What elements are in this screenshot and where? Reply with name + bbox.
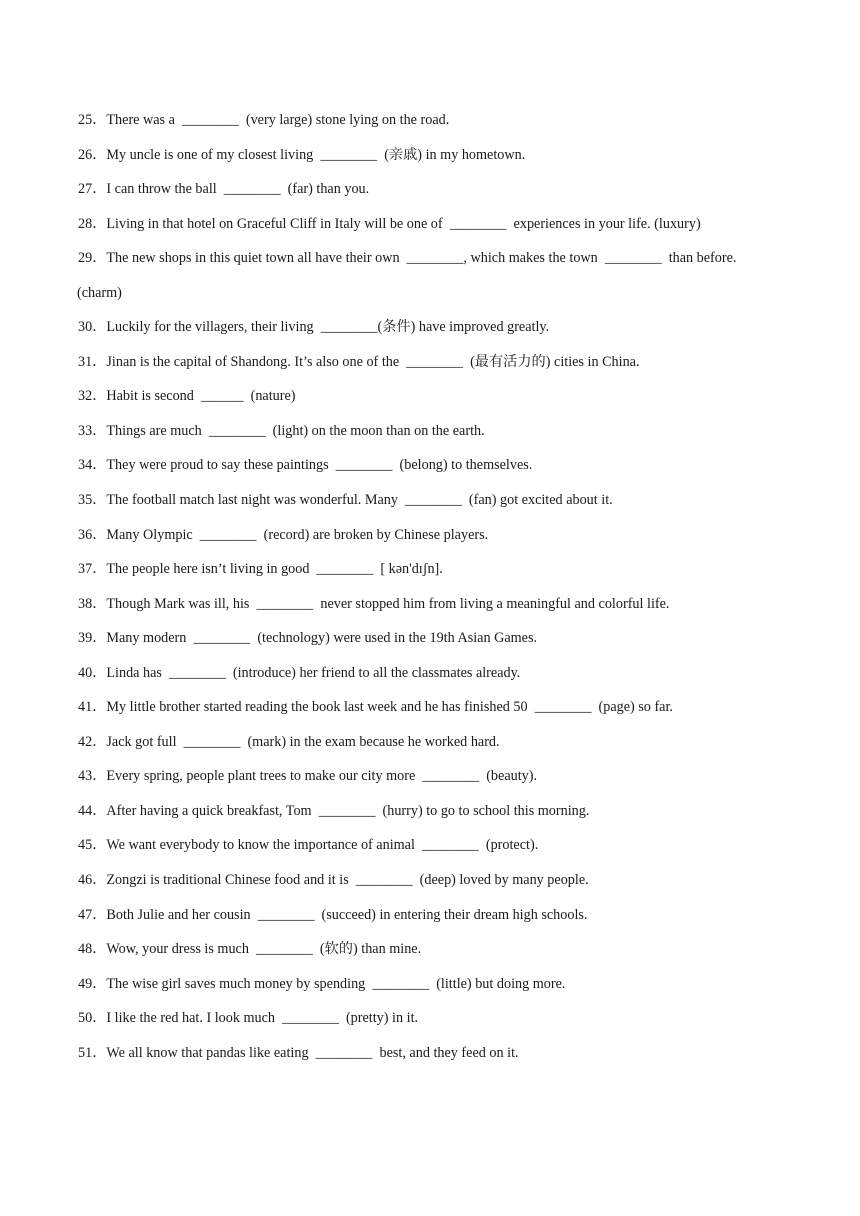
question-number: 31． (78, 353, 107, 370)
question-number: 25． (78, 112, 107, 128)
question-item (78, 627, 794, 662)
question-item (78, 765, 794, 800)
question-number: 38． (78, 595, 107, 612)
question-number: 46． (78, 872, 107, 889)
question-list (78, 109, 794, 1076)
question-number: 39． (78, 630, 107, 647)
question-text: Many modern ________ (technology) were used in the 19th Asian Games. (106, 630, 538, 647)
question-text: The new shops in this quiet town all have their own ________, which makes the town ________ than before. (106, 250, 737, 267)
question-item (78, 938, 794, 973)
question-number: 51． (78, 1044, 107, 1061)
question-item (78, 593, 794, 628)
question-item (78, 178, 794, 213)
question-text: Both Julie and her cousin ________ (succeed) in entering their dream high schools. (106, 906, 588, 923)
question-number: 26． (78, 146, 107, 163)
question-item (78, 1007, 794, 1042)
question-item (78, 731, 794, 766)
question-item (78, 351, 794, 386)
question-text: Living in that hotel on Graceful Cliff in Italy will be one of ________ experiences in your life. (luxury) (106, 215, 701, 232)
question-text: Jinan is the capital of Shandong. It’s also one of the ________ (最有活力的) cities in China. (106, 353, 640, 370)
question-text: The wise girl saves much money by spending ________ (little) but doing more. (106, 975, 566, 992)
question-number: 43． (78, 768, 107, 785)
question-item (78, 109, 794, 144)
question-number: 34． (78, 457, 107, 474)
question-item (78, 247, 794, 282)
question-text: Though Mark was ill, his ________ never stopped him from living a meaningful and colorful life. (106, 595, 670, 612)
question-item (78, 489, 794, 524)
question-number: 47． (78, 906, 107, 923)
question-item (78, 385, 794, 420)
question-continuation (77, 282, 794, 317)
question-number: 37． (78, 561, 107, 578)
question-number: 45． (78, 837, 107, 854)
question-item (78, 904, 794, 939)
question-number: 30． (78, 319, 107, 336)
question-text: Luckily for the villagers, their living ________(条件) have improved greatly. (106, 319, 550, 336)
question-number: 48． (78, 941, 107, 958)
question-item (78, 1042, 794, 1077)
question-text: They were proud to say these paintings ________ (belong) to themselves. (106, 457, 533, 474)
question-item (78, 800, 794, 835)
question-text: We want everybody to know the importance of animal ________ (protect). (106, 837, 539, 854)
question-text: I can throw the ball ________ (far) than you. (106, 181, 370, 198)
question-text: I like the red hat. I look much ________ (pretty) in it. (106, 1010, 419, 1027)
question-number: 33． (78, 422, 107, 439)
question-number: 42． (78, 733, 107, 750)
question-text: Every spring, people plant trees to make our city more ________ (beauty). (106, 768, 538, 785)
question-number: 36． (78, 526, 107, 543)
question-text: There was a ________ (very large) stone lying on the road. (106, 112, 450, 128)
question-text: My uncle is one of my closest living ________ (亲戚) in my hometown. (106, 146, 526, 163)
question-number: 50． (78, 1010, 107, 1027)
question-text: Zongzi is traditional Chinese food and it is ________ (deep) loved by many people. (106, 872, 589, 889)
question-text: The football match last night was wonderful. Many ________ (fan) got excited about it. (106, 492, 613, 509)
question-number: 44． (78, 802, 107, 819)
question-item (78, 834, 794, 869)
question-item (78, 454, 794, 489)
question-text: Many Olympic ________ (record) are broken by Chinese players. (106, 526, 489, 543)
question-text: After having a quick breakfast, Tom ________ (hurry) to go to school this morning. (106, 802, 590, 819)
question-item (78, 696, 794, 731)
question-text: We all know that pandas like eating ________ best, and they feed on it. (106, 1044, 519, 1061)
question-text: My little brother started reading the book last week and he has finished 50 ________ (page) so far. (106, 699, 673, 716)
question-text: The people here isn’t living in good ________ [ kən'dɪʃn]. (106, 561, 443, 578)
question-item (78, 869, 794, 904)
question-number: 32． (78, 388, 107, 405)
question-number: 28． (78, 215, 107, 232)
question-number: 41． (78, 699, 107, 716)
question-number: 35． (78, 492, 107, 509)
question-text: Habit is second ______ (nature) (106, 388, 296, 405)
question-number: 40． (78, 664, 107, 681)
question-number: 49． (78, 975, 107, 992)
question-item (78, 973, 794, 1008)
question-number: 29． (78, 250, 107, 267)
question-item (78, 524, 794, 559)
question-item (78, 420, 794, 455)
question-item (78, 662, 794, 697)
question-text: Jack got full ________ (mark) in the exam because he worked hard. (106, 733, 500, 750)
question-text: Wow, your dress is much ________ (软的) than mine. (106, 941, 422, 958)
question-text: Linda has ________ (introduce) her friend to all the classmates already. (106, 664, 521, 681)
question-number: 27． (78, 181, 107, 198)
question-text: Things are much ________ (light) on the moon than on the earth. (106, 422, 485, 439)
question-item (78, 316, 794, 351)
question-item (78, 213, 794, 248)
question-item (78, 558, 794, 593)
question-text: (charm) (77, 284, 122, 301)
question-item (78, 144, 794, 179)
